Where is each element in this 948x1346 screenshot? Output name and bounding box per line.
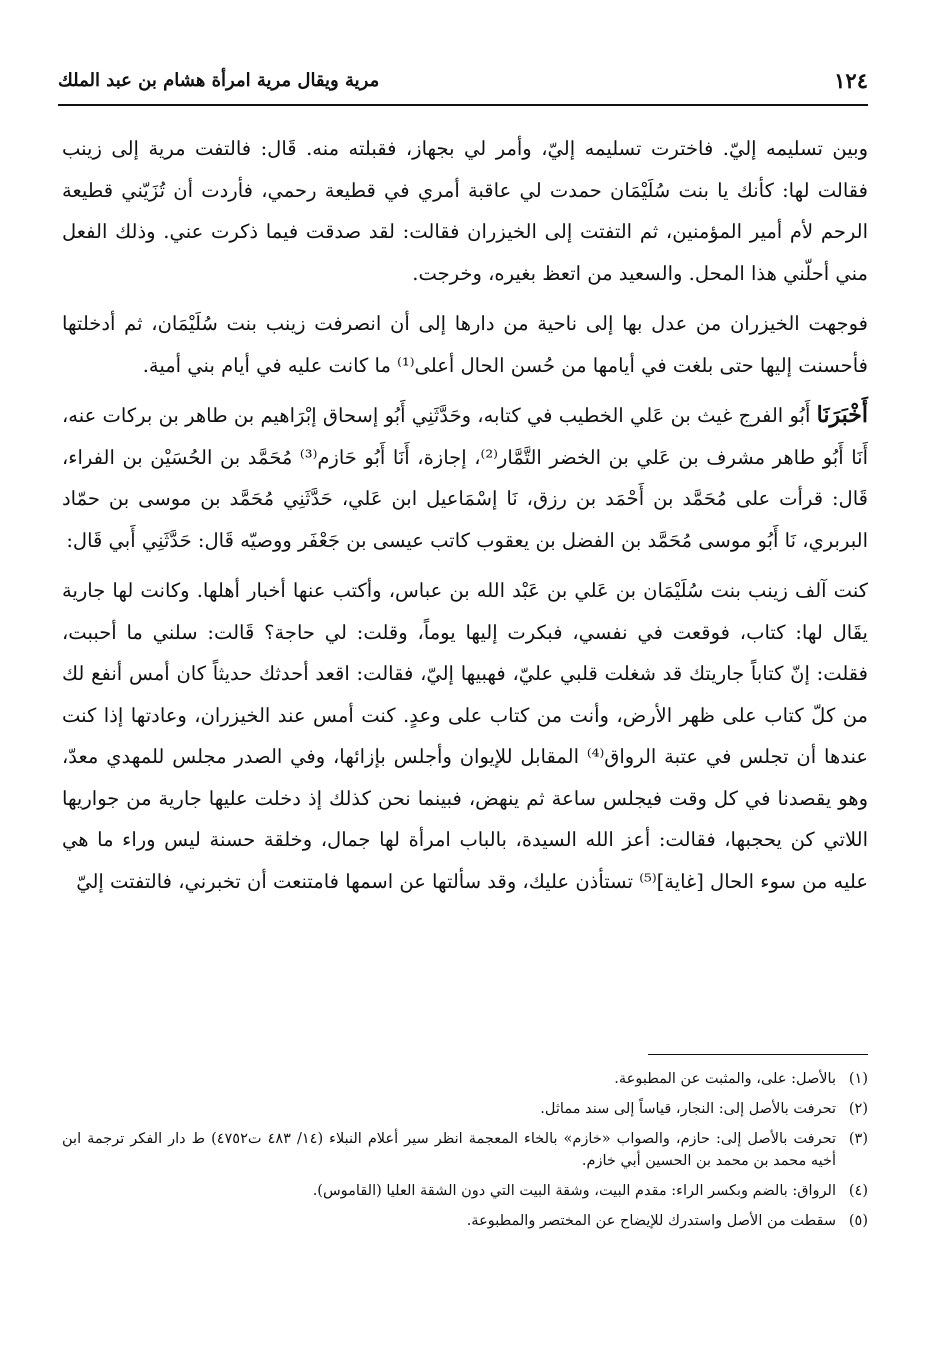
paragraph — [62, 395, 868, 561]
footnote-number: (٤) — [848, 1183, 868, 1199]
running-title: مرية ويقال مرية امرأة هشام بن عبد الملك — [58, 69, 380, 91]
page-number: ١٢٤ — [834, 67, 868, 93]
paragraph-lead: أَخْبَرَنَا — [816, 402, 868, 428]
footnote-text: الرواق: بالضم وبكسر الراء: مقدم البيت، وشقة البيت التي دون الشقة العليا (القاموس). — [312, 1183, 836, 1199]
footnote-number: (٥) — [848, 1213, 868, 1229]
paragraph-text: فوجهت الخيزران من عدل بها إلى ناحية من دارها إلى أن انصرفت زينب بنت سُلَيْمَان، ثم أدخلتها فأحسنت إليها حتى بلغت في أيامها من حُسن الحال أعلى⁽¹⁾ ما كانت عليه في أيام بني أمية. — [62, 312, 868, 377]
main-text — [62, 128, 868, 911]
paragraph-text: وبين تسليمه إليّ. فاخترت تسليمه إليّ، وأمر لي بجهاز، فقبلته منه. قَال: فالتفت مرية إلى زينب فقالت لها: كأنك يا بنت سُلَيْمَان حمدت لي عاقبة أمري في قطيعة رحمي، فأردت أن تُزَيّني قطيعة الرحم لأم أمير المؤمنين، ثم التفتت إلى الخيزران فقالت: لقد صدقت فيما ذكرت عني. وذلك الفعل مني أحلّني هذا المحل. والسعيد من اتعظ بغيره، وخرجت. — [62, 137, 868, 285]
footnote-number: (٣) — [848, 1131, 868, 1147]
page-header — [58, 58, 868, 102]
header-rule — [58, 104, 868, 106]
paragraph-text: كنت آلف زينب بنت سُلَيْمَان بن عَلي بن عَبْد الله بن عباس، وأكتب عنها أخبار أهلها. وكانت لها جارية يقَال لها: كتاب، فوقعت في نفسي، فبكرت إليها يوماً، وقلت: لي حاجة؟ قَالت: سلني ما أحببت، فقلت: إنّ كتاباً جاريتك قد شغلت قلبي عليّ، فهبيها إليّ، فقالت: اقعد أحدثك حديثاً كان أمس أنفع لك من كلّ كتاب على ظهر الأرض، وأنت من كتاب على وعدٍ. كنت أمس عند الخيزران، وعادتها إذا كنت عندها أن تجلس في عتبة الرواق⁽⁴⁾ المقابل للإيوان وأجلس بإزائها، وفي الصدر مجلس للمهدي معدّ، وهو يقصدنا في كل وقت فيجلس ساعة ثم ينهض، فبينما نحن كذلك إذ دخلت عليها جارية من جواريها اللاتي كن يحجبها، فقالت: أعز الله السيدة، بالباب امرأة لها جمال، وخلقة حسنة ليس وراء ما هي عليه من سوء الحال [غاية]⁽⁵⁾ تستأذن عليك، وقد سألتها عن اسمها فامتنعت أن تخبرني، فالتفتت إليّ — [62, 579, 868, 893]
paragraph — [62, 303, 868, 386]
footnote-text: تحرفت بالأصل إلى: حازم، والصواب «خازم» بالخاء المعجمة انظر سير أعلام النبلاء (١٤/ ٤٨٣ ت٤٧٥٢) ط دار الفكر ترجمة ابن أخيه محمد بن محمد بن الحسين أبي خازم. — [62, 1131, 837, 1169]
paragraph — [62, 570, 868, 902]
footnote — [62, 1210, 868, 1232]
footnote-separator — [648, 1054, 868, 1055]
footnotes — [62, 1068, 868, 1240]
footnote — [62, 1068, 868, 1090]
footnote — [62, 1180, 868, 1202]
footnote-number: (١) — [848, 1071, 868, 1087]
paragraph-text: أَبُو الفرج غيث بن عَلي الخطيب في كتابه، وحَدَّثَنِي أَبُو إسحاق إبْرَاهيم بن طاهر بن بركات عنه، أَنَا أَبُو طاهر مشرف بن عَلي بن الخضر التَّمَّار⁽²⁾، إجازة، أَنَا أَبُو حَازم⁽³⁾ مُحَمَّد بن الحُسَيْن بن الفراء، قَال: قرأت على مُحَمَّد بن أَحْمَد بن رزق، نَا إسْمَاعيل ابن عَلي، حَدَّثَنِي مُحَمَّد بن موسى بن حمّاد البربري، نَا أَبُو موسى مُحَمَّد بن الفضل بن يعقوب كاتب عيسى بن جَعْفَر ووصيّه قَال: حَدَّثَنِي أَبي قَال: — [62, 404, 868, 552]
footnote-text: سقطت من الأصل واستدرك للإيضاح عن المختصر والمطبوعة. — [466, 1213, 836, 1229]
footnote-number: (٢) — [848, 1101, 868, 1117]
footnote-text: بالأصل: على، والمثبت عن المطبوعة. — [614, 1071, 836, 1087]
footnote — [62, 1128, 868, 1172]
footnote — [62, 1098, 868, 1120]
paragraph — [62, 128, 868, 294]
footnote-text: تحرفت بالأصل إلى: النجار، قياساً إلى سند مماثل. — [540, 1101, 836, 1117]
